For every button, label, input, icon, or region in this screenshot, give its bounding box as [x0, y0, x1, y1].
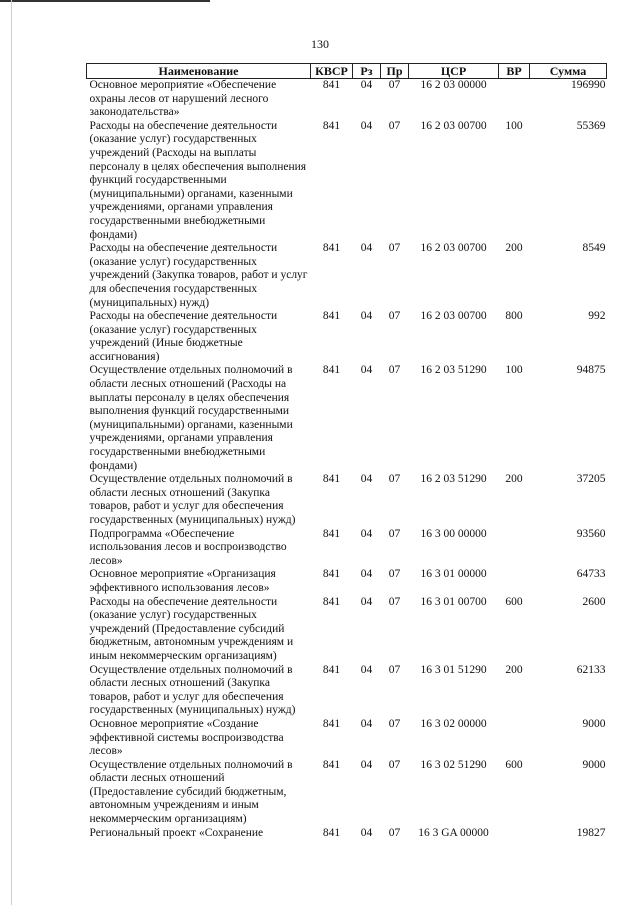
table-row — [87, 528, 607, 569]
cell-name: Расходы на обеспечение деятельности (оказание услуг) государственных учреждений (Расходы на выплаты персоналу в целях обеспечения выполнения функций государственными (муниципальными) органами, казенными учреждениями, органами управления государственными внебюджетными фондами) — [89, 119, 307, 241]
cell-vr: 600 — [505, 595, 523, 608]
cell-vr: 100 — [505, 364, 523, 377]
cell-name: Осуществление отдельных полномочий в области лесных отношений (Предоставление субсидий бюджетным, автономным учреждениям и иным некоммерческим организациям) — [89, 758, 293, 826]
table-row — [87, 718, 607, 759]
table-row — [87, 310, 607, 364]
cell-pr: 07 — [388, 568, 401, 581]
cell-vr: 100 — [505, 119, 523, 132]
cell-csr: 16 2 03 00000 — [420, 79, 487, 91]
cell-rz: 04 — [360, 717, 373, 730]
table-row — [87, 79, 607, 120]
cell-rz: 04 — [360, 758, 373, 771]
cell-rz: 04 — [360, 595, 373, 608]
cell-pr: 07 — [388, 595, 401, 608]
cell-vr: 200 — [505, 663, 523, 676]
cell-sum: 8549 — [582, 242, 606, 255]
cell-kvsr: 841 — [322, 595, 341, 608]
table-row — [87, 596, 607, 664]
cell-kvsr: 841 — [322, 119, 341, 132]
cell-name: Осуществление отдельных полномочий в области лесных отношений (Закупка товаров, работ и услуг для обеспечения государственных (муниципальных) нужд) — [89, 663, 296, 717]
cell-rz: 04 — [360, 473, 373, 486]
cell-kvsr: 841 — [322, 826, 341, 839]
cell-rz: 04 — [360, 119, 373, 132]
cell-vr: 200 — [505, 473, 523, 486]
table-row — [87, 827, 607, 841]
cell-csr: 16 2 03 00700 — [420, 242, 487, 255]
cell-sum: 196990 — [571, 79, 606, 91]
table-row — [87, 664, 607, 718]
cell-name: Расходы на обеспечение деятельности (оказание услуг) государственных учреждений (Закупка товаров, работ и услуг для обеспечения государственных (муниципальных) нужд) — [89, 242, 308, 309]
cell-sum: 19827 — [576, 826, 606, 839]
header-csr: ЦСР — [409, 64, 499, 79]
header-vr: ВР — [499, 64, 530, 79]
cell-pr: 07 — [388, 527, 401, 540]
header-kvsr: КВСР — [311, 64, 353, 79]
scan-border-line — [11, 0, 12, 905]
cell-vr — [499, 528, 530, 569]
cell-csr: 16 3 00 00000 — [420, 527, 487, 540]
cell-vr: 200 — [505, 242, 523, 255]
cell-sum: 62133 — [576, 663, 606, 676]
cell-kvsr: 841 — [322, 758, 341, 771]
cell-name: Расходы на обеспечение деятельности (оказание услуг) государственных учреждений (Иные бюджетные ассигнования) — [89, 310, 278, 363]
cell-pr: 07 — [388, 79, 401, 91]
cell-vr: 800 — [505, 310, 523, 323]
cell-csr: 16 3 01 00000 — [420, 568, 487, 581]
cell-pr: 07 — [388, 310, 401, 323]
cell-rz: 04 — [360, 364, 373, 377]
cell-kvsr: 841 — [322, 663, 341, 676]
cell-pr: 07 — [388, 473, 401, 486]
budget-table — [86, 63, 607, 840]
cell-name: Основное мероприятие «Обеспечение охраны лесов от нарушений лесного законодательства» — [89, 79, 277, 119]
header-name: Наименование — [87, 64, 311, 79]
cell-rz: 04 — [360, 826, 373, 839]
cell-csr: 16 2 03 00700 — [420, 310, 487, 323]
table-row — [87, 568, 607, 595]
cell-sum: 992 — [588, 310, 606, 323]
cell-pr: 07 — [388, 663, 401, 676]
scan-edge-mark — [0, 0, 210, 2]
header-sum: Сумма — [530, 64, 607, 79]
cell-csr: 16 3 02 00000 — [420, 717, 487, 730]
cell-csr: 16 3 01 00700 — [420, 595, 487, 608]
cell-pr: 07 — [388, 119, 401, 132]
cell-sum: 37205 — [576, 473, 606, 486]
cell-name: Региональный проект «Сохранение — [89, 826, 264, 839]
cell-name: Осуществление отдельных полномочий в области лесных отношений (Расходы на выплаты персоналу в целях обеспечения выполнения функций государственными (муниципальными) органами, казенными учреждениями, органами управления государственными внебюджетными фондами) — [89, 364, 293, 472]
table-header-row — [87, 64, 607, 79]
header-rz: Рз — [353, 64, 381, 79]
cell-pr: 07 — [388, 364, 401, 377]
cell-rz: 04 — [360, 527, 373, 540]
cell-vr: 600 — [505, 758, 523, 771]
cell-kvsr: 841 — [322, 527, 341, 540]
cell-csr: 16 3 02 51290 — [420, 758, 487, 771]
page-number: 130 — [311, 37, 329, 51]
cell-pr: 07 — [388, 826, 401, 839]
cell-pr: 07 — [388, 758, 401, 771]
cell-vr — [499, 79, 530, 120]
cell-rz: 04 — [360, 663, 373, 676]
cell-sum: 64733 — [576, 568, 606, 581]
cell-name: Основное мероприятие «Организация эффективного использования лесов» — [89, 568, 276, 594]
cell-kvsr: 841 — [322, 717, 341, 730]
cell-csr: 16 3 GA 00000 — [418, 826, 489, 839]
header-pr: Пр — [381, 64, 409, 79]
cell-kvsr: 841 — [322, 242, 341, 255]
cell-sum: 93560 — [576, 527, 606, 540]
table-body — [87, 79, 607, 841]
table-row — [87, 242, 607, 310]
cell-rz: 04 — [360, 79, 373, 91]
cell-name: Основное мероприятие «Создание эффективной системы воспроизводства лесов» — [89, 717, 284, 758]
cell-csr: 16 2 03 00700 — [420, 119, 487, 132]
cell-sum: 55369 — [576, 119, 606, 132]
cell-sum: 94875 — [576, 364, 606, 377]
cell-name: Осуществление отдельных полномочий в области лесных отношений (Закупка товаров, работ и услуг для обеспечения государственных (муниципальных) нужд) — [89, 473, 296, 526]
cell-pr: 07 — [388, 717, 401, 730]
table-row — [87, 473, 607, 527]
cell-vr — [499, 827, 530, 841]
cell-rz: 04 — [360, 310, 373, 323]
cell-vr — [499, 718, 530, 759]
cell-csr: 16 3 01 51290 — [420, 663, 487, 676]
cell-sum: 2600 — [582, 595, 606, 608]
cell-kvsr: 841 — [322, 310, 341, 323]
cell-rz: 04 — [360, 568, 373, 581]
cell-kvsr: 841 — [322, 473, 341, 486]
cell-sum: 9000 — [582, 758, 606, 771]
table-row — [87, 759, 607, 827]
cell-csr: 16 2 03 51290 — [420, 473, 487, 486]
cell-kvsr: 841 — [322, 568, 341, 581]
cell-csr: 16 2 03 51290 — [420, 364, 487, 377]
table-row — [87, 120, 607, 242]
cell-name: Расходы на обеспечение деятельности (оказание услуг) государственных учреждений (Предоставление субсидий бюджетным, автономным учреждениям и иным некоммерческим организациям) — [89, 595, 294, 662]
cell-kvsr: 841 — [322, 364, 341, 377]
cell-sum: 9000 — [582, 717, 606, 730]
cell-kvsr: 841 — [322, 79, 341, 91]
cell-name: Подпрограмма «Обеспечение использования лесов и воспроизводство лесов» — [89, 527, 287, 567]
cell-pr: 07 — [388, 242, 401, 255]
cell-rz: 04 — [360, 242, 373, 255]
cell-vr — [499, 568, 530, 595]
table-row — [87, 364, 607, 473]
